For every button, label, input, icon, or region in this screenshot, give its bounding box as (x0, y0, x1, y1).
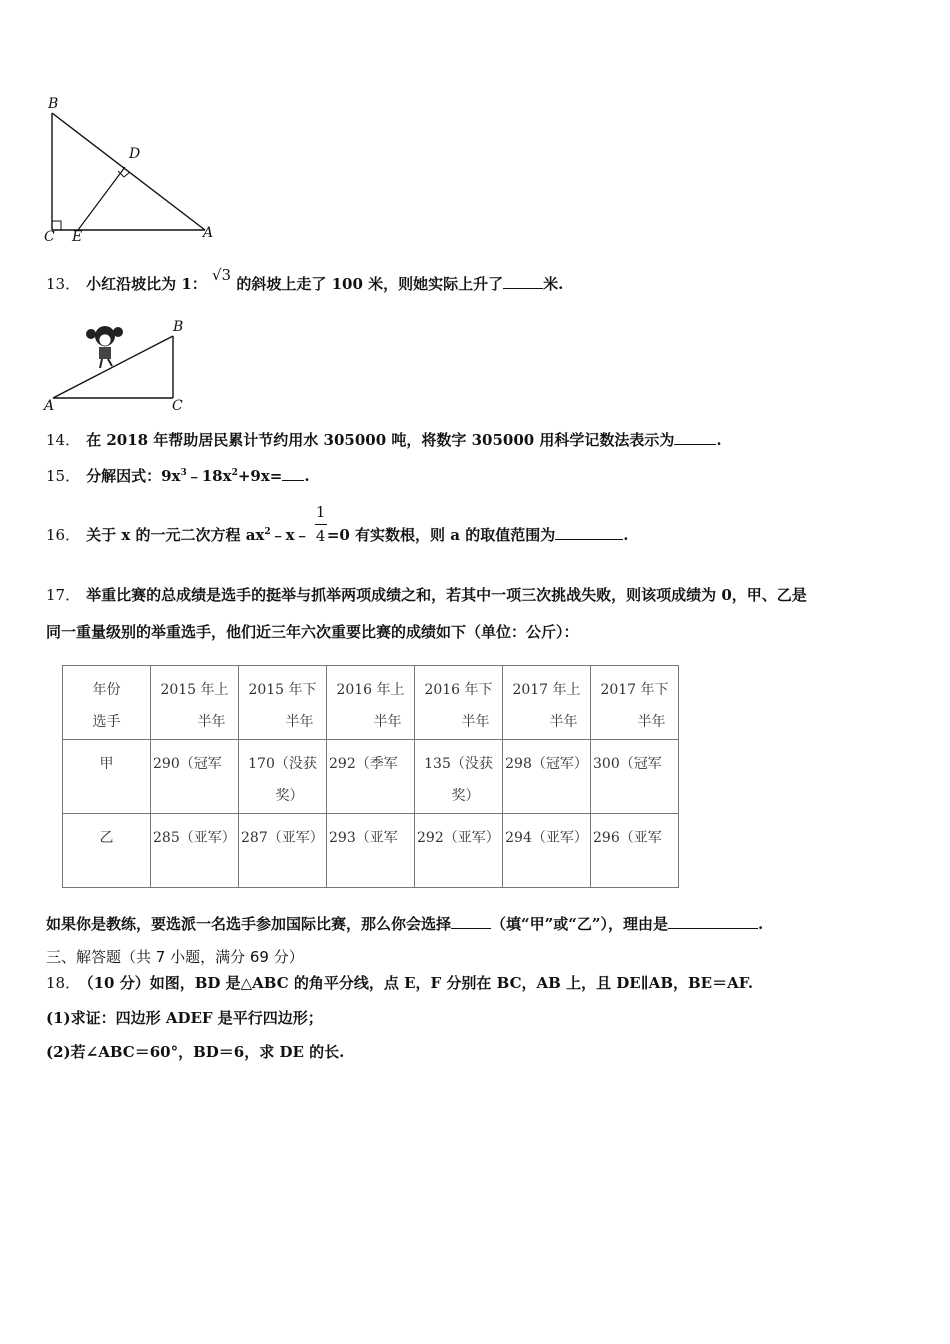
answer-blank (555, 525, 623, 540)
score-cell: 287（亚军） (239, 814, 327, 888)
fraction-one-quarter: $\frac{1}{4}$ (315, 503, 326, 545)
header-cell: 2017 年下 半年 (591, 666, 679, 740)
question-14: 14． 在 2018 年帮助居民累计节约用水 305000 吨，将数字 305000 用科学记数法表示为 . (46, 431, 722, 449)
score-table (62, 665, 679, 888)
triangle-figure-12 (40, 95, 230, 250)
question-15: 15． 分解因式：$9x^3﹣18x^2+9x=$ . (46, 467, 310, 485)
question-number: 15． (46, 467, 81, 485)
answer-blank (674, 430, 716, 445)
player-name-cell: 乙 (63, 814, 151, 888)
question-number: 17． (46, 586, 81, 604)
score-cell: 170（没获 奖） (239, 740, 327, 814)
header-cell: 2016 年下 半年 (415, 666, 503, 740)
label-a: A (203, 225, 214, 241)
question-number: 14． (46, 431, 81, 449)
question-number: 16． (46, 526, 81, 544)
header-cell: 2015 年下 半年 (239, 666, 327, 740)
table-header-row (63, 666, 679, 740)
score-cell: 135（没获 奖） (415, 740, 503, 814)
header-cell: 2015 年上 半年 (151, 666, 239, 740)
question-18-part-2: (2)若∠ABC＝60°，BD＝6，求 DE 的长. (46, 1043, 345, 1061)
question-number: 13． (46, 275, 81, 293)
score-cell: 298（冠军） (503, 740, 591, 814)
question-13: 13． 小红沿坡比为 1： √3 的斜坡上走了 100 米，则她实际上升了 米. (46, 266, 564, 293)
score-cell: 292（亚军） (415, 814, 503, 888)
score-cell: 296（亚军 (591, 814, 679, 888)
question-17-prompt: 如果你是教练，要选派一名选手参加国际比赛，那么你会选择 （填“甲”或“乙”），理由是 . (46, 915, 764, 933)
answer-blank (451, 914, 491, 929)
question-17-line-2: 同一重量级别的举重选手，他们近三年六次重要比赛的成绩如下（单位：公斤）： (46, 623, 579, 641)
header-cell: 2016 年上 半年 (327, 666, 415, 740)
question-17-line-1: 17． 举重比赛的总成绩是选手的挺举与抓举两项成绩之和，若其中一项三次挑战失败，则该项成绩为 0，甲、乙是 (46, 586, 807, 604)
sqrt-three: √3 (212, 266, 232, 284)
header-cell: 2017 年上 半年 (503, 666, 591, 740)
question-18: 18． （10 分）如图，BD 是△ABC 的角平分线，点 E，F 分别在 BC，AB 上，且 DE∥AB，BE＝AF. (46, 974, 754, 992)
answer-blank (282, 466, 304, 481)
score-cell: 290（冠军 (151, 740, 239, 814)
girl-icon (86, 326, 123, 368)
player-name-cell: 甲 (63, 740, 151, 814)
score-cell: 292（季军 (327, 740, 415, 814)
question-16: 16． 关于 x 的一元二次方程 $ax^2﹣x﹣$ $\frac{1}{4}$ =0 有实数根，则 a 的取值范围为 . (46, 503, 629, 545)
score-cell: 294（亚军） (503, 814, 591, 888)
table-row (63, 740, 679, 814)
label-d: D (129, 146, 141, 162)
label-c: C (44, 229, 55, 245)
table-row (63, 814, 679, 888)
label-e: E (72, 229, 83, 245)
answer-blank (668, 914, 758, 929)
score-cell: 293（亚军 (327, 814, 415, 888)
label-b: B (48, 96, 59, 112)
score-cell: 300（冠军 (591, 740, 679, 814)
question-18-part-1: (1)求证：四边形 ADEF 是平行四边形； (46, 1009, 323, 1027)
score-cell: 285（亚军） (151, 814, 239, 888)
label-a: A (44, 398, 55, 414)
header-corner-cell: 年份 选手 (63, 666, 151, 740)
question-number: 18． (46, 974, 81, 992)
section-heading: 三、解答题（共 7 小题，满分 69 分） (46, 948, 304, 966)
label-c: C (172, 398, 183, 414)
answer-blank (503, 274, 543, 289)
label-b: B (173, 319, 184, 335)
